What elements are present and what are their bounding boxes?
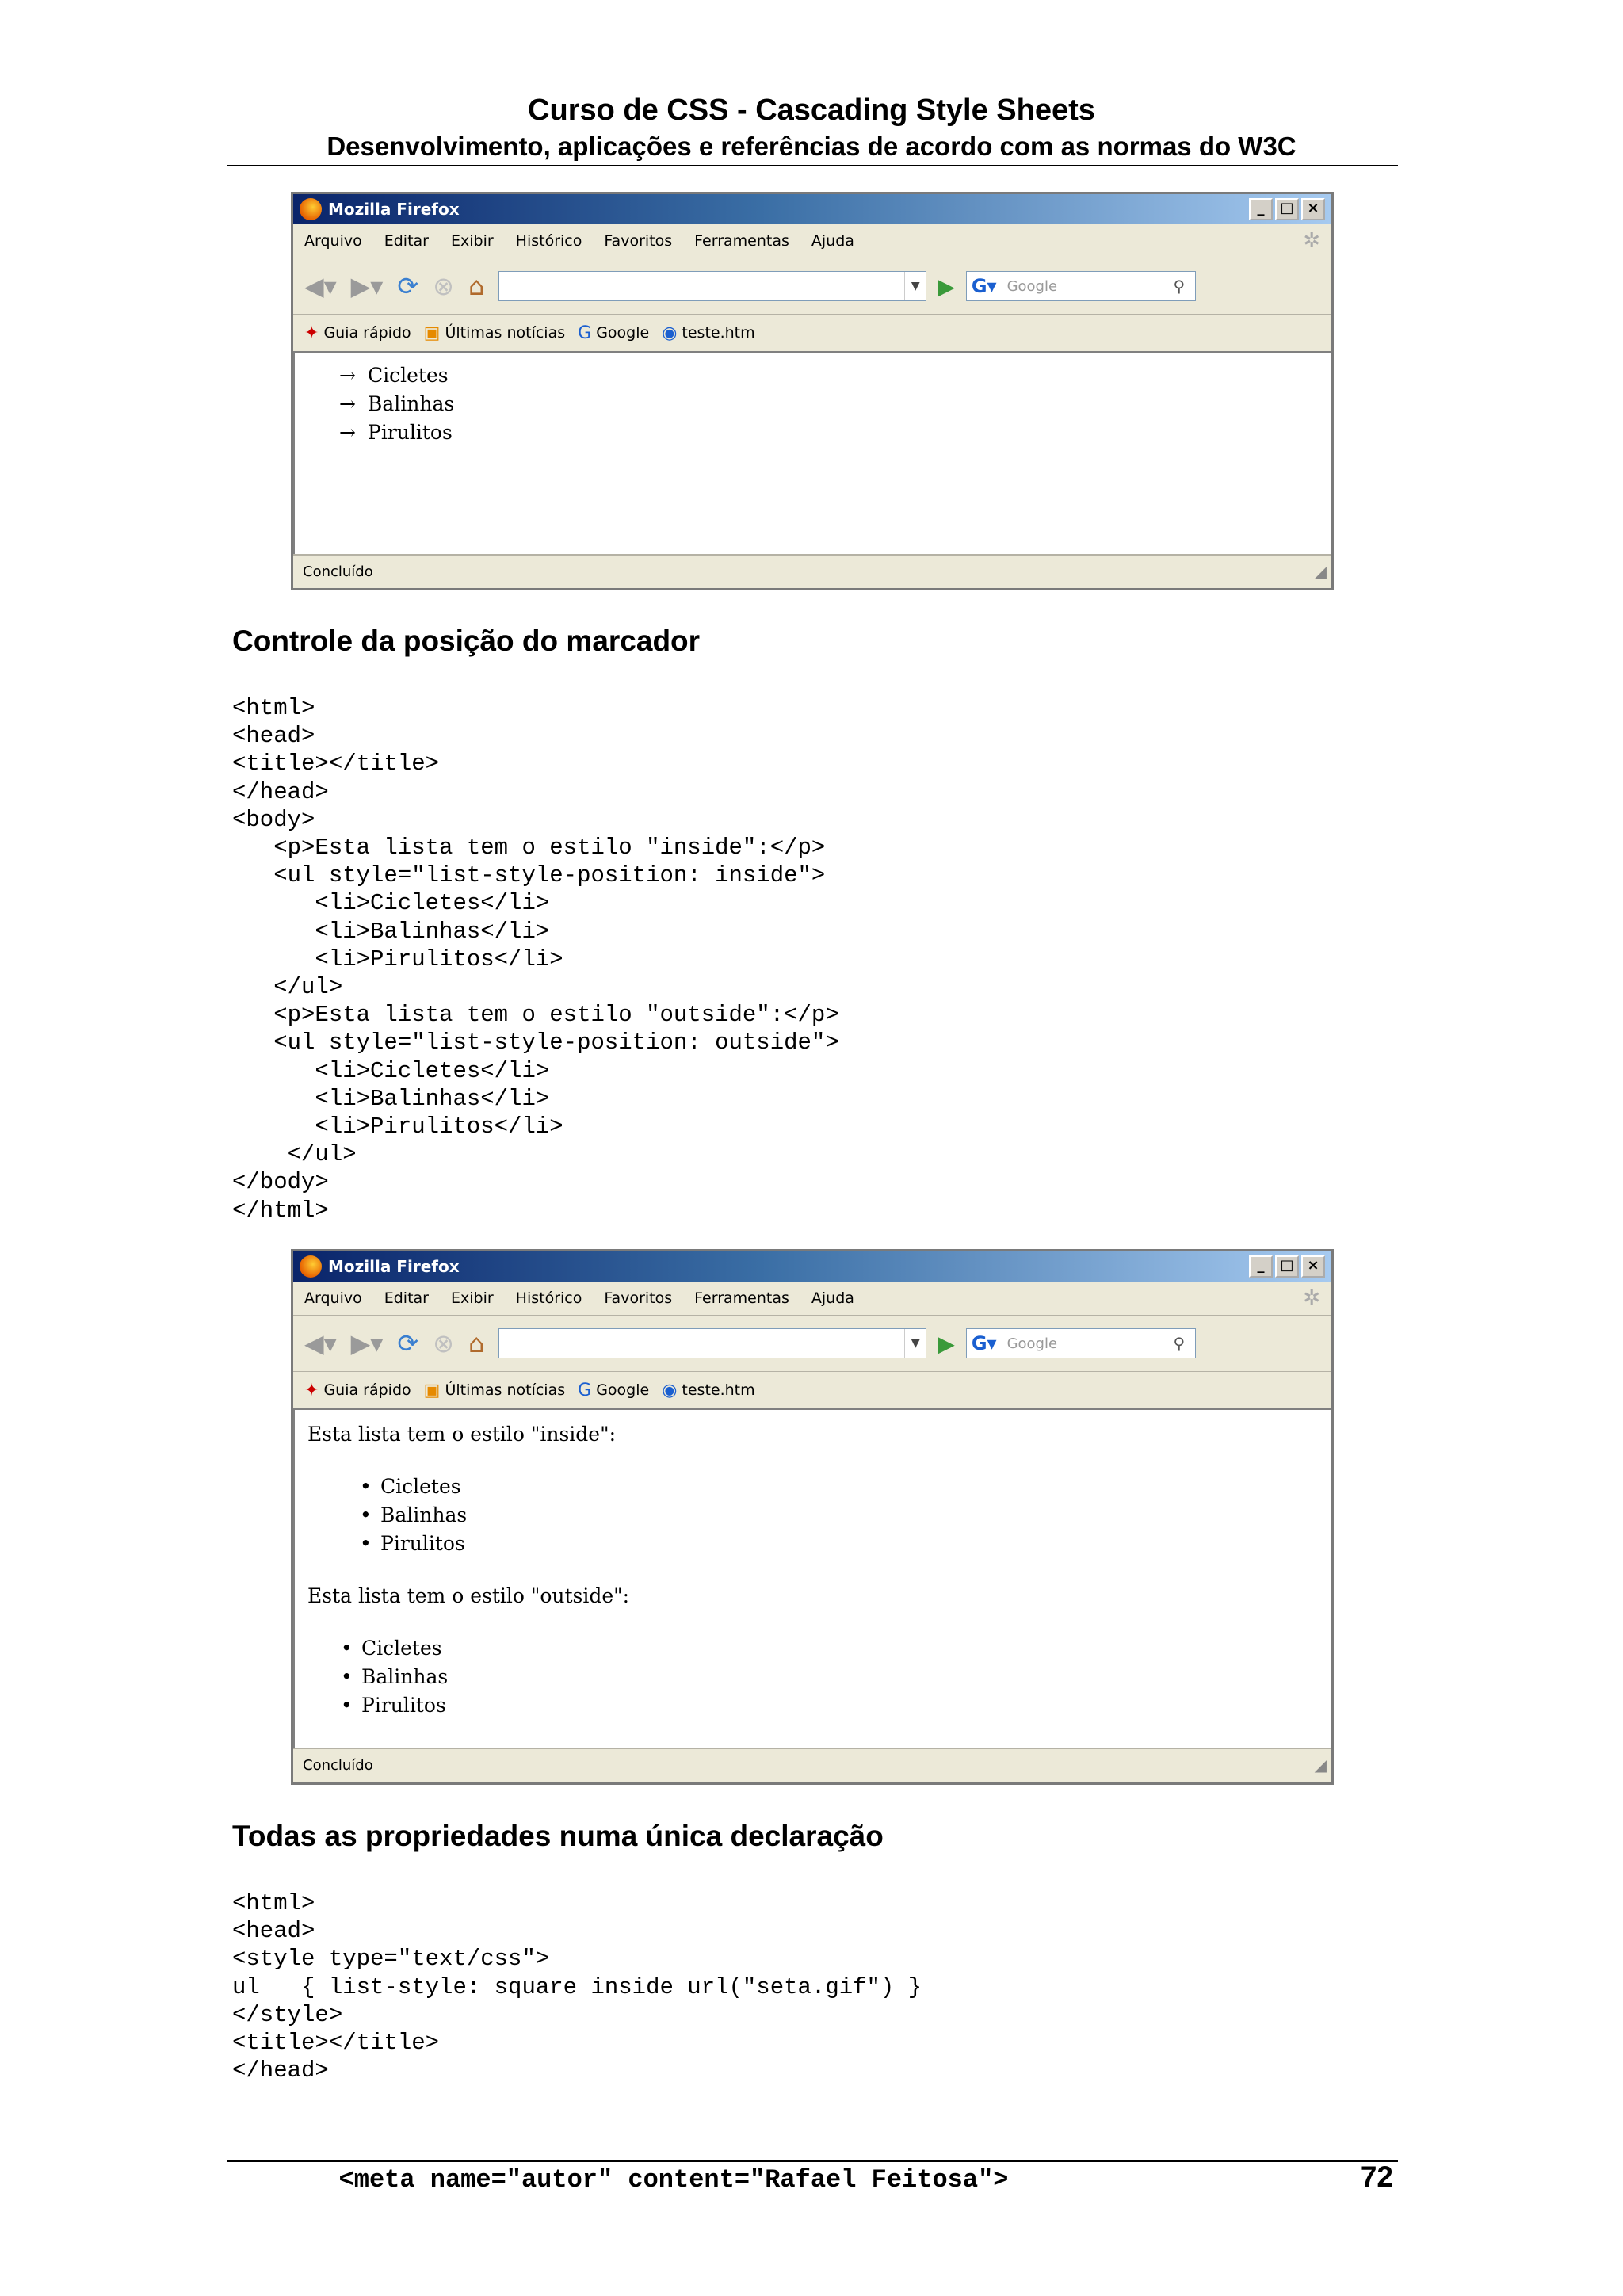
forward-arrow-icon[interactable]: ▶▾ — [350, 1328, 384, 1358]
section-title: Todas as propriedades numa única declaração — [232, 1820, 884, 1852]
page-content — [293, 1410, 1331, 1748]
code-block: <html> <head> <style type="text/css"> ul { list-style: square inside url("seta.gif") } </style> <title></title> </head> — [232, 1890, 922, 2084]
search-placeholder: Google — [1006, 277, 1058, 295]
reload-icon[interactable]: ⟳ — [397, 1328, 419, 1358]
list-item: • Balinhas — [360, 1503, 468, 1526]
search-box[interactable] — [966, 271, 1196, 301]
address-dropdown-icon[interactable]: ▼ — [904, 1329, 926, 1358]
window-titlebar — [293, 1251, 1331, 1282]
help-icon: ✦ — [304, 323, 319, 343]
document-subtitle: Desenvolvimento, aplicações e referências de acordo com as normas do W3C — [327, 132, 1296, 161]
status-text: Concluído — [303, 1756, 373, 1774]
maximize-button[interactable]: □ — [1275, 198, 1299, 220]
footer-rule — [227, 2160, 1398, 2162]
bookmark-teste[interactable]: ◉ teste.htm — [662, 323, 755, 343]
resize-grip-icon[interactable]: ◢ — [1314, 1755, 1327, 1775]
rss-icon: ▣ — [423, 1380, 441, 1400]
bookmarks-toolbar — [293, 1372, 1331, 1410]
bookmark-google[interactable]: G Google — [578, 1380, 650, 1400]
bullet-marker-icon: • — [341, 1637, 353, 1660]
window-title: Mozilla Firefox — [328, 200, 460, 219]
bullet-marker-icon: • — [341, 1665, 353, 1688]
menu-arquivo[interactable]: Arquivo — [304, 1289, 362, 1307]
bookmark-google[interactable]: G Google — [578, 323, 650, 343]
header-rule — [227, 165, 1398, 166]
menu-historico[interactable]: Histórico — [515, 232, 582, 250]
list-item: • Cicletes — [341, 1637, 442, 1660]
minimize-button[interactable]: _ — [1249, 198, 1273, 220]
document-title: Curso de CSS - Cascading Style Sheets — [528, 94, 1095, 127]
search-placeholder: Google — [1006, 1335, 1058, 1352]
menu-editar[interactable]: Editar — [384, 1289, 429, 1307]
bullet-marker-icon: • — [360, 1503, 372, 1526]
stop-icon[interactable]: ⊗ — [433, 271, 454, 301]
menu-exibir[interactable]: Exibir — [450, 232, 494, 250]
page-icon: ◉ — [662, 1380, 678, 1400]
firefox-logo-icon — [300, 1255, 322, 1278]
address-bar[interactable] — [498, 1328, 926, 1358]
resize-grip-icon[interactable]: ◢ — [1314, 562, 1327, 581]
code-block: <html> <head> <title></title> </head> <body> <p>Esta lista tem o estilo "inside":</p> <ul style="list-style-position: inside"> <li>Cicletes</li> <li>Balinhas</li> <li>Pirulitos</li> </ul> <p>Esta lista tem o estilo "outside":</p> <ul style="list-style-position: outside"> <li>Cicletes</li> <li>Balinhas</li> <li>Pirulitos</li> </ul> </body> </html> — [232, 695, 839, 1224]
menu-historico[interactable]: Histórico — [515, 1289, 582, 1307]
page-content — [293, 353, 1331, 554]
bookmark-ultimas-noticias[interactable]: ▣ Últimas notícias — [423, 323, 566, 343]
arrow-marker-icon: → — [339, 421, 356, 444]
rss-icon: ▣ — [423, 323, 441, 343]
reload-icon[interactable]: ⟳ — [397, 271, 419, 301]
back-arrow-icon[interactable]: ◀▾ — [304, 1328, 337, 1358]
google-icon: G — [578, 323, 592, 343]
address-bar[interactable] — [498, 271, 926, 301]
menu-editar[interactable]: Editar — [384, 232, 429, 250]
menu-favoritos[interactable]: Favoritos — [604, 1289, 673, 1307]
go-arrow-icon[interactable]: ▶ — [938, 1330, 955, 1357]
bookmarks-toolbar — [293, 315, 1331, 353]
close-button[interactable]: × — [1301, 1255, 1325, 1278]
back-arrow-icon[interactable]: ◀▾ — [304, 271, 337, 301]
throbber-icon: ✲ — [1303, 1286, 1320, 1310]
search-icon[interactable]: ⚲ — [1163, 1329, 1195, 1358]
bookmark-guia-rapido[interactable]: ✦ Guia rápido — [304, 323, 411, 343]
menu-ajuda[interactable]: Ajuda — [811, 1289, 854, 1307]
help-icon: ✦ — [304, 1380, 319, 1400]
bookmark-guia-rapido[interactable]: ✦ Guia rápido — [304, 1380, 411, 1400]
window-titlebar — [293, 194, 1331, 224]
google-engine-icon[interactable]: G▾ — [967, 1332, 1002, 1354]
maximize-button[interactable]: □ — [1275, 1255, 1299, 1278]
browser-window-1 — [291, 192, 1334, 590]
list-item: • Pirulitos — [341, 1694, 446, 1717]
menu-bar — [293, 224, 1331, 258]
home-icon[interactable]: ⌂ — [468, 1328, 485, 1358]
home-icon[interactable]: ⌂ — [468, 271, 485, 301]
stop-icon[interactable]: ⊗ — [433, 1328, 454, 1358]
navigation-toolbar — [293, 1316, 1331, 1372]
arrow-marker-icon: → — [339, 364, 356, 387]
bullet-marker-icon: • — [341, 1694, 353, 1717]
paragraph-outside: Esta lista tem o estilo "outside": — [307, 1584, 630, 1607]
menu-exibir[interactable]: Exibir — [450, 1289, 494, 1307]
list-item: • Pirulitos — [360, 1532, 465, 1555]
bookmark-teste[interactable]: ◉ teste.htm — [662, 1380, 755, 1400]
menu-favoritos[interactable]: Favoritos — [604, 232, 673, 250]
section-title: Controle da posição do marcador — [232, 625, 701, 657]
browser-window-2 — [291, 1249, 1334, 1785]
google-icon: G — [578, 1380, 592, 1400]
page-number: 72 — [1360, 2160, 1393, 2193]
menu-ferramentas[interactable]: Ferramentas — [694, 232, 789, 250]
navigation-toolbar — [293, 258, 1331, 315]
search-icon[interactable]: ⚲ — [1163, 272, 1195, 300]
paragraph-inside: Esta lista tem o estilo "inside": — [307, 1423, 616, 1446]
menu-ferramentas[interactable]: Ferramentas — [694, 1289, 789, 1307]
close-button[interactable]: × — [1301, 198, 1325, 220]
address-dropdown-icon[interactable]: ▼ — [904, 272, 926, 300]
search-box[interactable] — [966, 1328, 1196, 1358]
status-text: Concluído — [303, 563, 373, 580]
page-icon: ◉ — [662, 323, 678, 343]
status-bar — [293, 1748, 1331, 1781]
bullet-marker-icon: • — [360, 1475, 372, 1498]
minimize-button[interactable]: _ — [1249, 1255, 1273, 1278]
throbber-icon: ✲ — [1303, 229, 1320, 253]
menu-ajuda[interactable]: Ajuda — [811, 232, 854, 250]
forward-arrow-icon[interactable]: ▶▾ — [350, 271, 384, 301]
list-item: → Balinhas — [339, 392, 455, 415]
list-item: → Cicletes — [339, 364, 449, 387]
firefox-logo-icon — [300, 198, 322, 220]
menu-arquivo[interactable]: Arquivo — [304, 232, 362, 250]
list-item: • Balinhas — [341, 1665, 449, 1688]
go-arrow-icon[interactable]: ▶ — [938, 273, 955, 300]
footer-author-meta: <meta name="autor" content="Rafael Feitosa"> — [338, 2165, 1009, 2195]
bookmark-ultimas-noticias[interactable]: ▣ Últimas notícias — [423, 1380, 566, 1400]
bullet-marker-icon: • — [360, 1532, 372, 1555]
arrow-marker-icon: → — [339, 392, 356, 415]
window-title: Mozilla Firefox — [328, 1257, 460, 1276]
status-bar — [293, 554, 1331, 587]
list-item: → Pirulitos — [339, 421, 453, 444]
list-item: • Cicletes — [360, 1475, 461, 1498]
google-engine-icon[interactable]: G▾ — [967, 275, 1002, 297]
menu-bar — [293, 1282, 1331, 1316]
